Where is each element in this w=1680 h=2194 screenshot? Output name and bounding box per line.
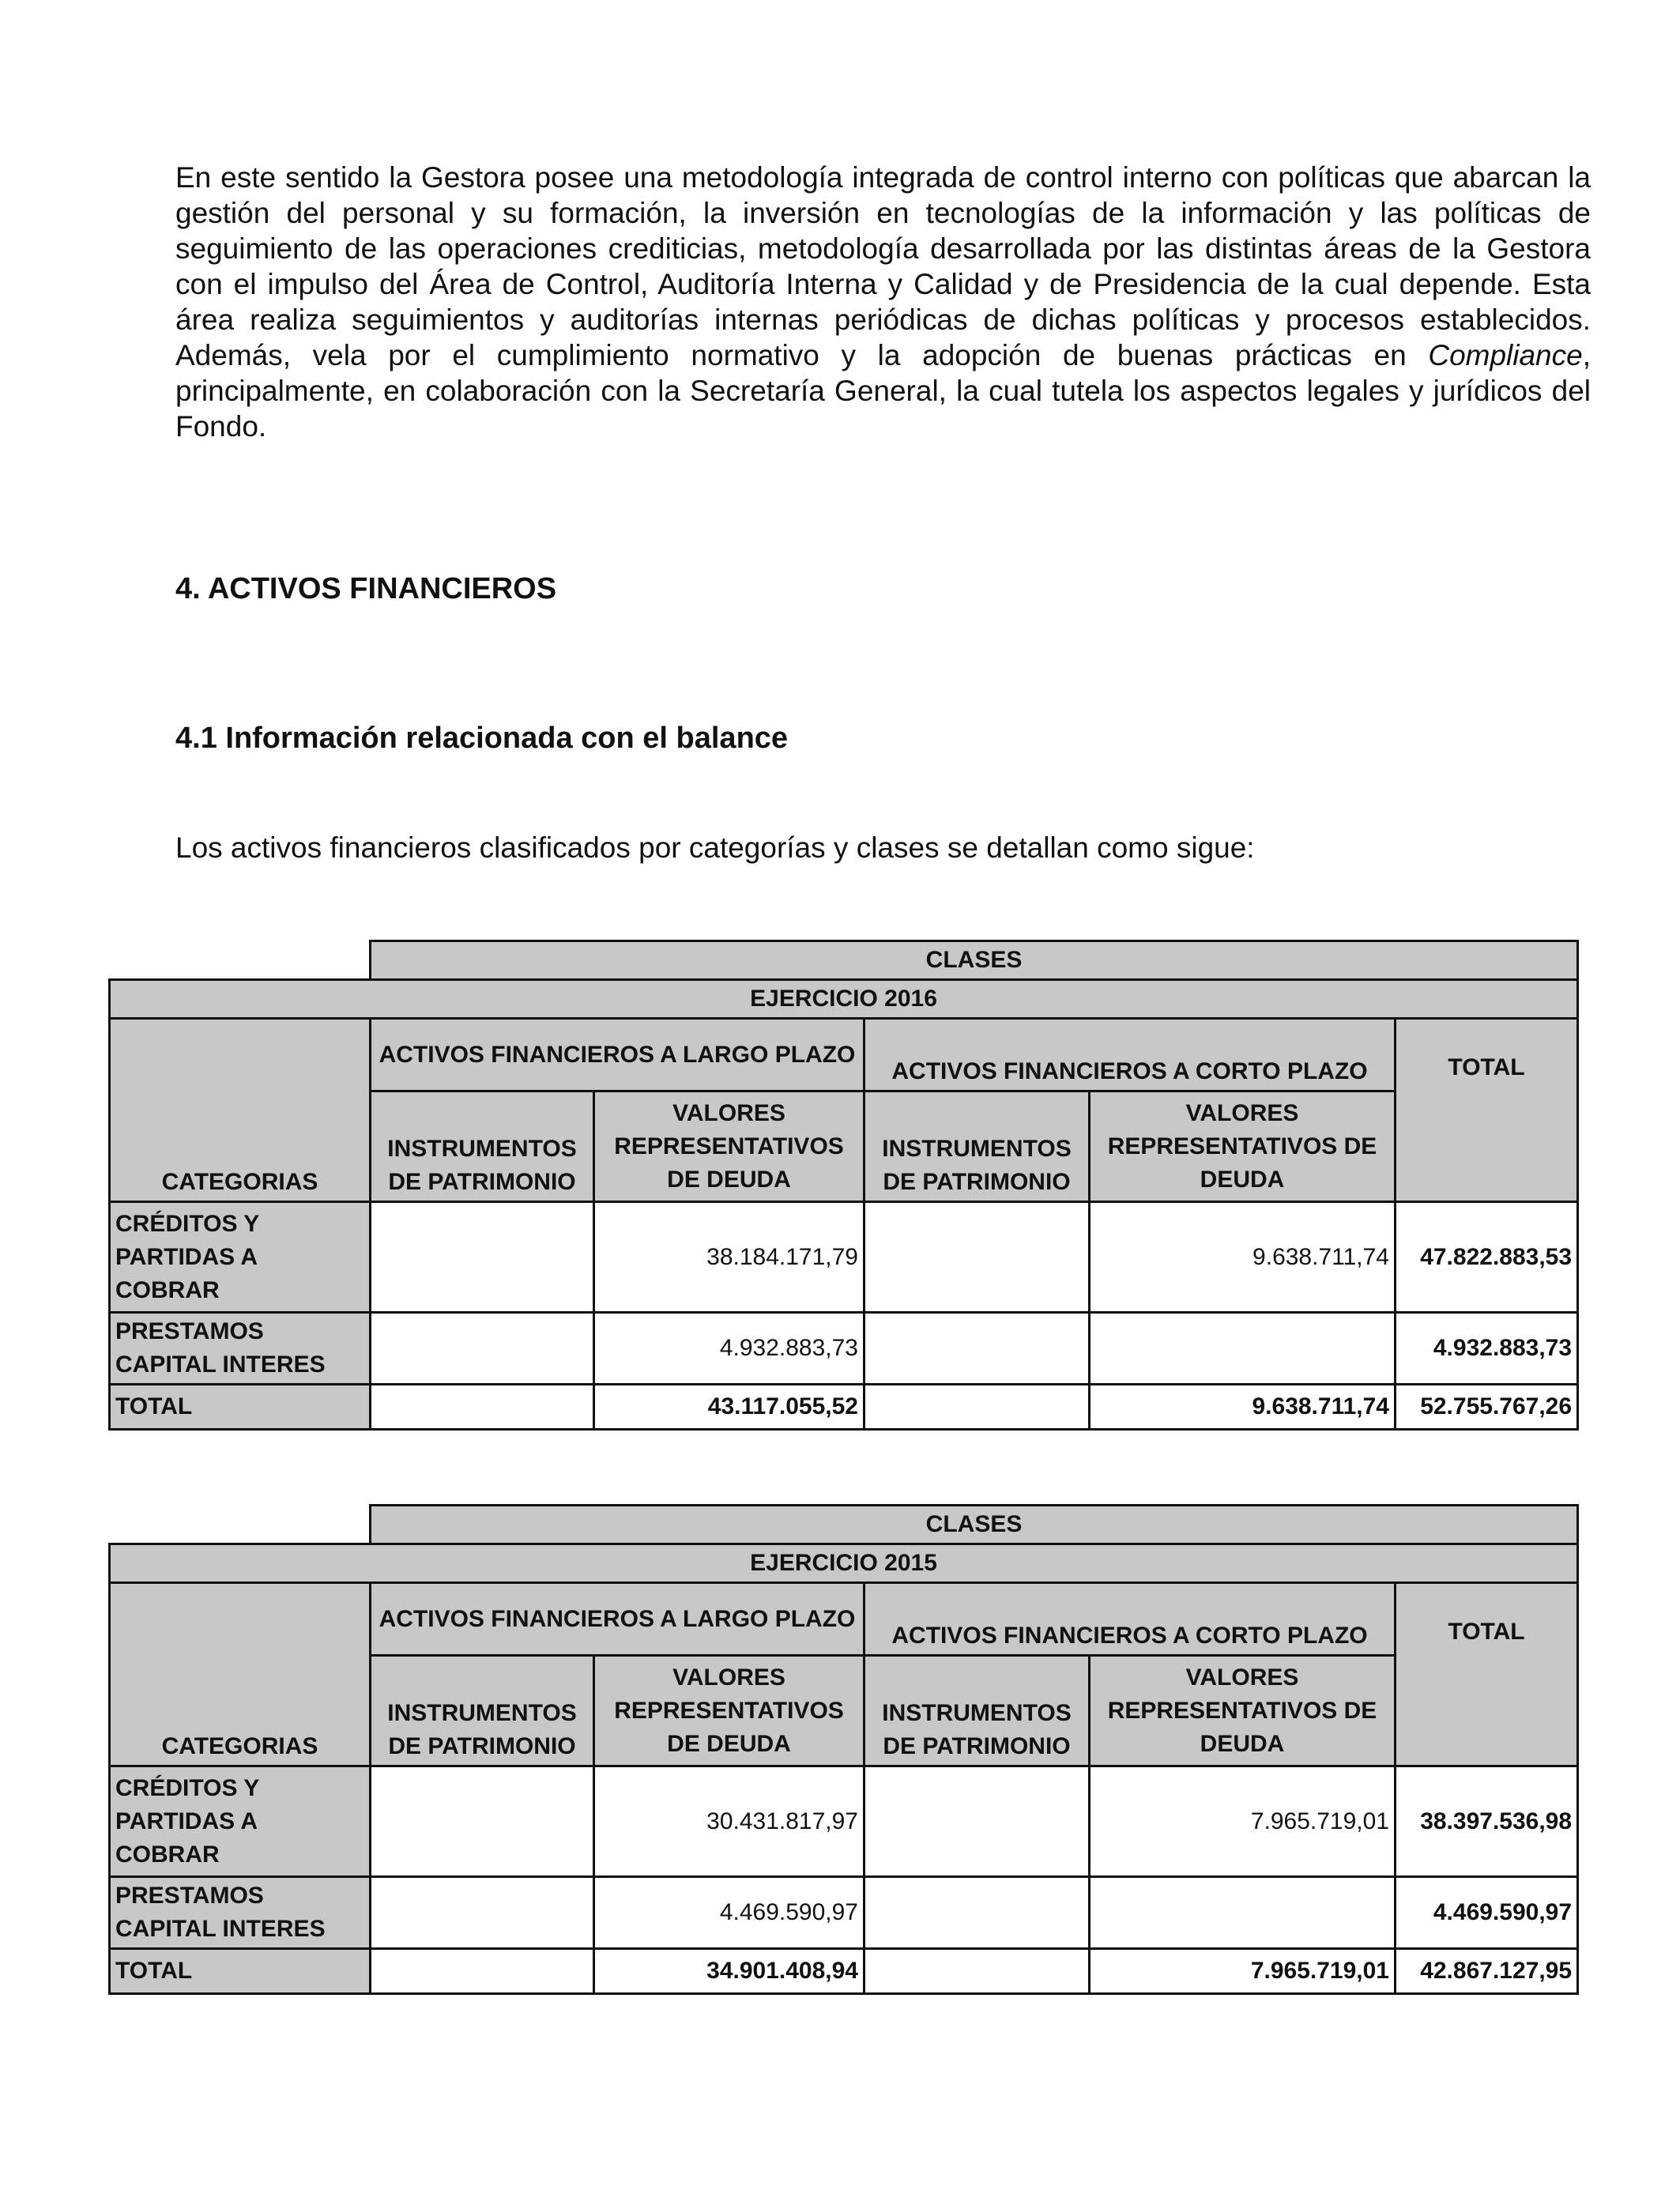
header-instrumentos-cp: INSTRUMENTOS DE PATRIMONIO (864, 1656, 1090, 1766)
cell-total: 47.822.883,53 (1396, 1202, 1578, 1313)
body-paragraph (175, 160, 1591, 444)
cell-instrumentos-lp (371, 1202, 594, 1313)
table-row-total (110, 1949, 1578, 1994)
cell-valores-cp: 7.965.719,01 (1090, 1949, 1396, 1994)
header-largo-plazo: ACTIVOS FINANCIEROS A LARGO PLAZO (371, 1583, 864, 1656)
cell-instrumentos-lp (371, 1877, 594, 1949)
header-instrumentos-cp: INSTRUMENTOS DE PATRIMONIO (864, 1091, 1090, 1202)
intro-sentence: Los activos financieros clasificados por categorías y clases se detallan como sigue: (175, 831, 1255, 864)
cell-valores-lp: 38.184.171,79 (594, 1202, 864, 1313)
table-row (110, 1877, 1578, 1949)
cell-valores-lp: 4.469.590,97 (594, 1877, 864, 1949)
cell-valores-cp: 9.638.711,74 (1090, 1202, 1396, 1313)
header-clases: CLASES (371, 941, 1578, 980)
table-row-total (110, 1385, 1578, 1430)
cell-valores-lp: 4.932.883,73 (594, 1313, 864, 1385)
cell-instrumentos-lp (371, 1313, 594, 1385)
header-ejercicio: EJERCICIO 2015 (110, 1544, 1578, 1583)
cell-instrumentos-cp (864, 1313, 1090, 1385)
row-label: CRÉDITOS Y PARTIDAS A COBRAR (110, 1202, 371, 1313)
section-title: 4. ACTIVOS FINANCIEROS (175, 572, 557, 605)
cell-instrumentos-cp (864, 1766, 1090, 1877)
cell-valores-cp: 9.638.711,74 (1090, 1385, 1396, 1430)
header-valores-lp: VALORES REPRESENTATIVOS DE DEUDA (594, 1656, 864, 1766)
row-label: TOTAL (110, 1385, 371, 1430)
header-valores-lp: VALORES REPRESENTATIVOS DE DEUDA (594, 1091, 864, 1202)
header-categorias: CATEGORIAS (110, 1019, 371, 1202)
header-instrumentos-lp: INSTRUMENTOS DE PATRIMONIO (371, 1091, 594, 1202)
cell-total: 4.469.590,97 (1396, 1877, 1578, 1949)
cell-valores-cp (1090, 1313, 1396, 1385)
header-largo-plazo: ACTIVOS FINANCIEROS A LARGO PLAZO (371, 1019, 864, 1091)
header-instrumentos-lp: INSTRUMENTOS DE PATRIMONIO (371, 1656, 594, 1766)
cell-valores-cp: 7.965.719,01 (1090, 1766, 1396, 1877)
cell-instrumentos-lp (371, 1385, 594, 1430)
cell-valores-cp (1090, 1877, 1396, 1949)
row-label: PRESTAMOS CAPITAL INTERES (110, 1313, 371, 1385)
header-categorias: CATEGORIAS (110, 1583, 371, 1766)
table-row (110, 1202, 1578, 1313)
cell-total: 42.867.127,95 (1396, 1949, 1578, 1994)
header-corto-plazo: ACTIVOS FINANCIEROS A CORTO PLAZO (864, 1583, 1396, 1656)
cell-instrumentos-cp (864, 1949, 1090, 1994)
paragraph-text-end: , principalmente, en colaboración con la Secretaría General, la cual tutela los aspectos legales y jurídicos del Fondo. (175, 339, 1591, 443)
row-label: PRESTAMOS CAPITAL INTERES (110, 1877, 371, 1949)
cell-total: 52.755.767,26 (1396, 1385, 1578, 1430)
cell-instrumentos-lp (371, 1766, 594, 1877)
header-valores-cp: VALORES REPRESENTATIVOS DE DEUDA (1090, 1091, 1396, 1202)
financial-assets-table-2015 (108, 1504, 1579, 1995)
financial-assets-table-2016 (108, 940, 1579, 1431)
cell-valores-lp: 34.901.408,94 (594, 1949, 864, 1994)
row-label: TOTAL (110, 1949, 371, 1994)
cell-instrumentos-cp (864, 1877, 1090, 1949)
table-corner-blank (110, 941, 371, 980)
cell-valores-lp: 30.431.817,97 (594, 1766, 864, 1877)
header-total: TOTAL (1396, 1019, 1578, 1202)
header-valores-cp: VALORES REPRESENTATIVOS DE DEUDA (1090, 1656, 1396, 1766)
header-total: TOTAL (1396, 1583, 1578, 1766)
table-row (110, 1313, 1578, 1385)
cell-instrumentos-lp (371, 1949, 594, 1994)
paragraph-text-start: En este sentido la Gestora posee una metodología integrada de control interno con políticas que abarcan la gestión del personal y su formación, la inversión en tecnologías de la información y las políticas de seguimiento de las operaciones crediticias, metodología desarrollada por las distintas áreas de la Gestora con el impulso del Área de Control, Auditoría Interna y Calidad y de Presidencia de la cual depende. Esta área realiza seguimientos y auditorías internas periódicas de dichas políticas y procesos establecidos. Además, vela por el cumplimiento normativo y la adopción de buenas prácticas en (175, 161, 1591, 371)
cell-valores-lp: 43.117.055,52 (594, 1385, 864, 1430)
cell-total: 4.932.883,73 (1396, 1313, 1578, 1385)
header-corto-plazo: ACTIVOS FINANCIEROS A CORTO PLAZO (864, 1019, 1396, 1091)
cell-instrumentos-cp (864, 1202, 1090, 1313)
table-corner-blank (110, 1506, 371, 1544)
row-label: CRÉDITOS Y PARTIDAS A COBRAR (110, 1766, 371, 1877)
header-clases: CLASES (371, 1506, 1578, 1544)
cell-total: 38.397.536,98 (1396, 1766, 1578, 1877)
paragraph-italic-term: Compliance (1428, 339, 1583, 371)
table-row (110, 1766, 1578, 1877)
cell-instrumentos-cp (864, 1385, 1090, 1430)
subsection-title: 4.1 Información relacionada con el balance (175, 722, 789, 755)
header-ejercicio: EJERCICIO 2016 (110, 980, 1578, 1019)
